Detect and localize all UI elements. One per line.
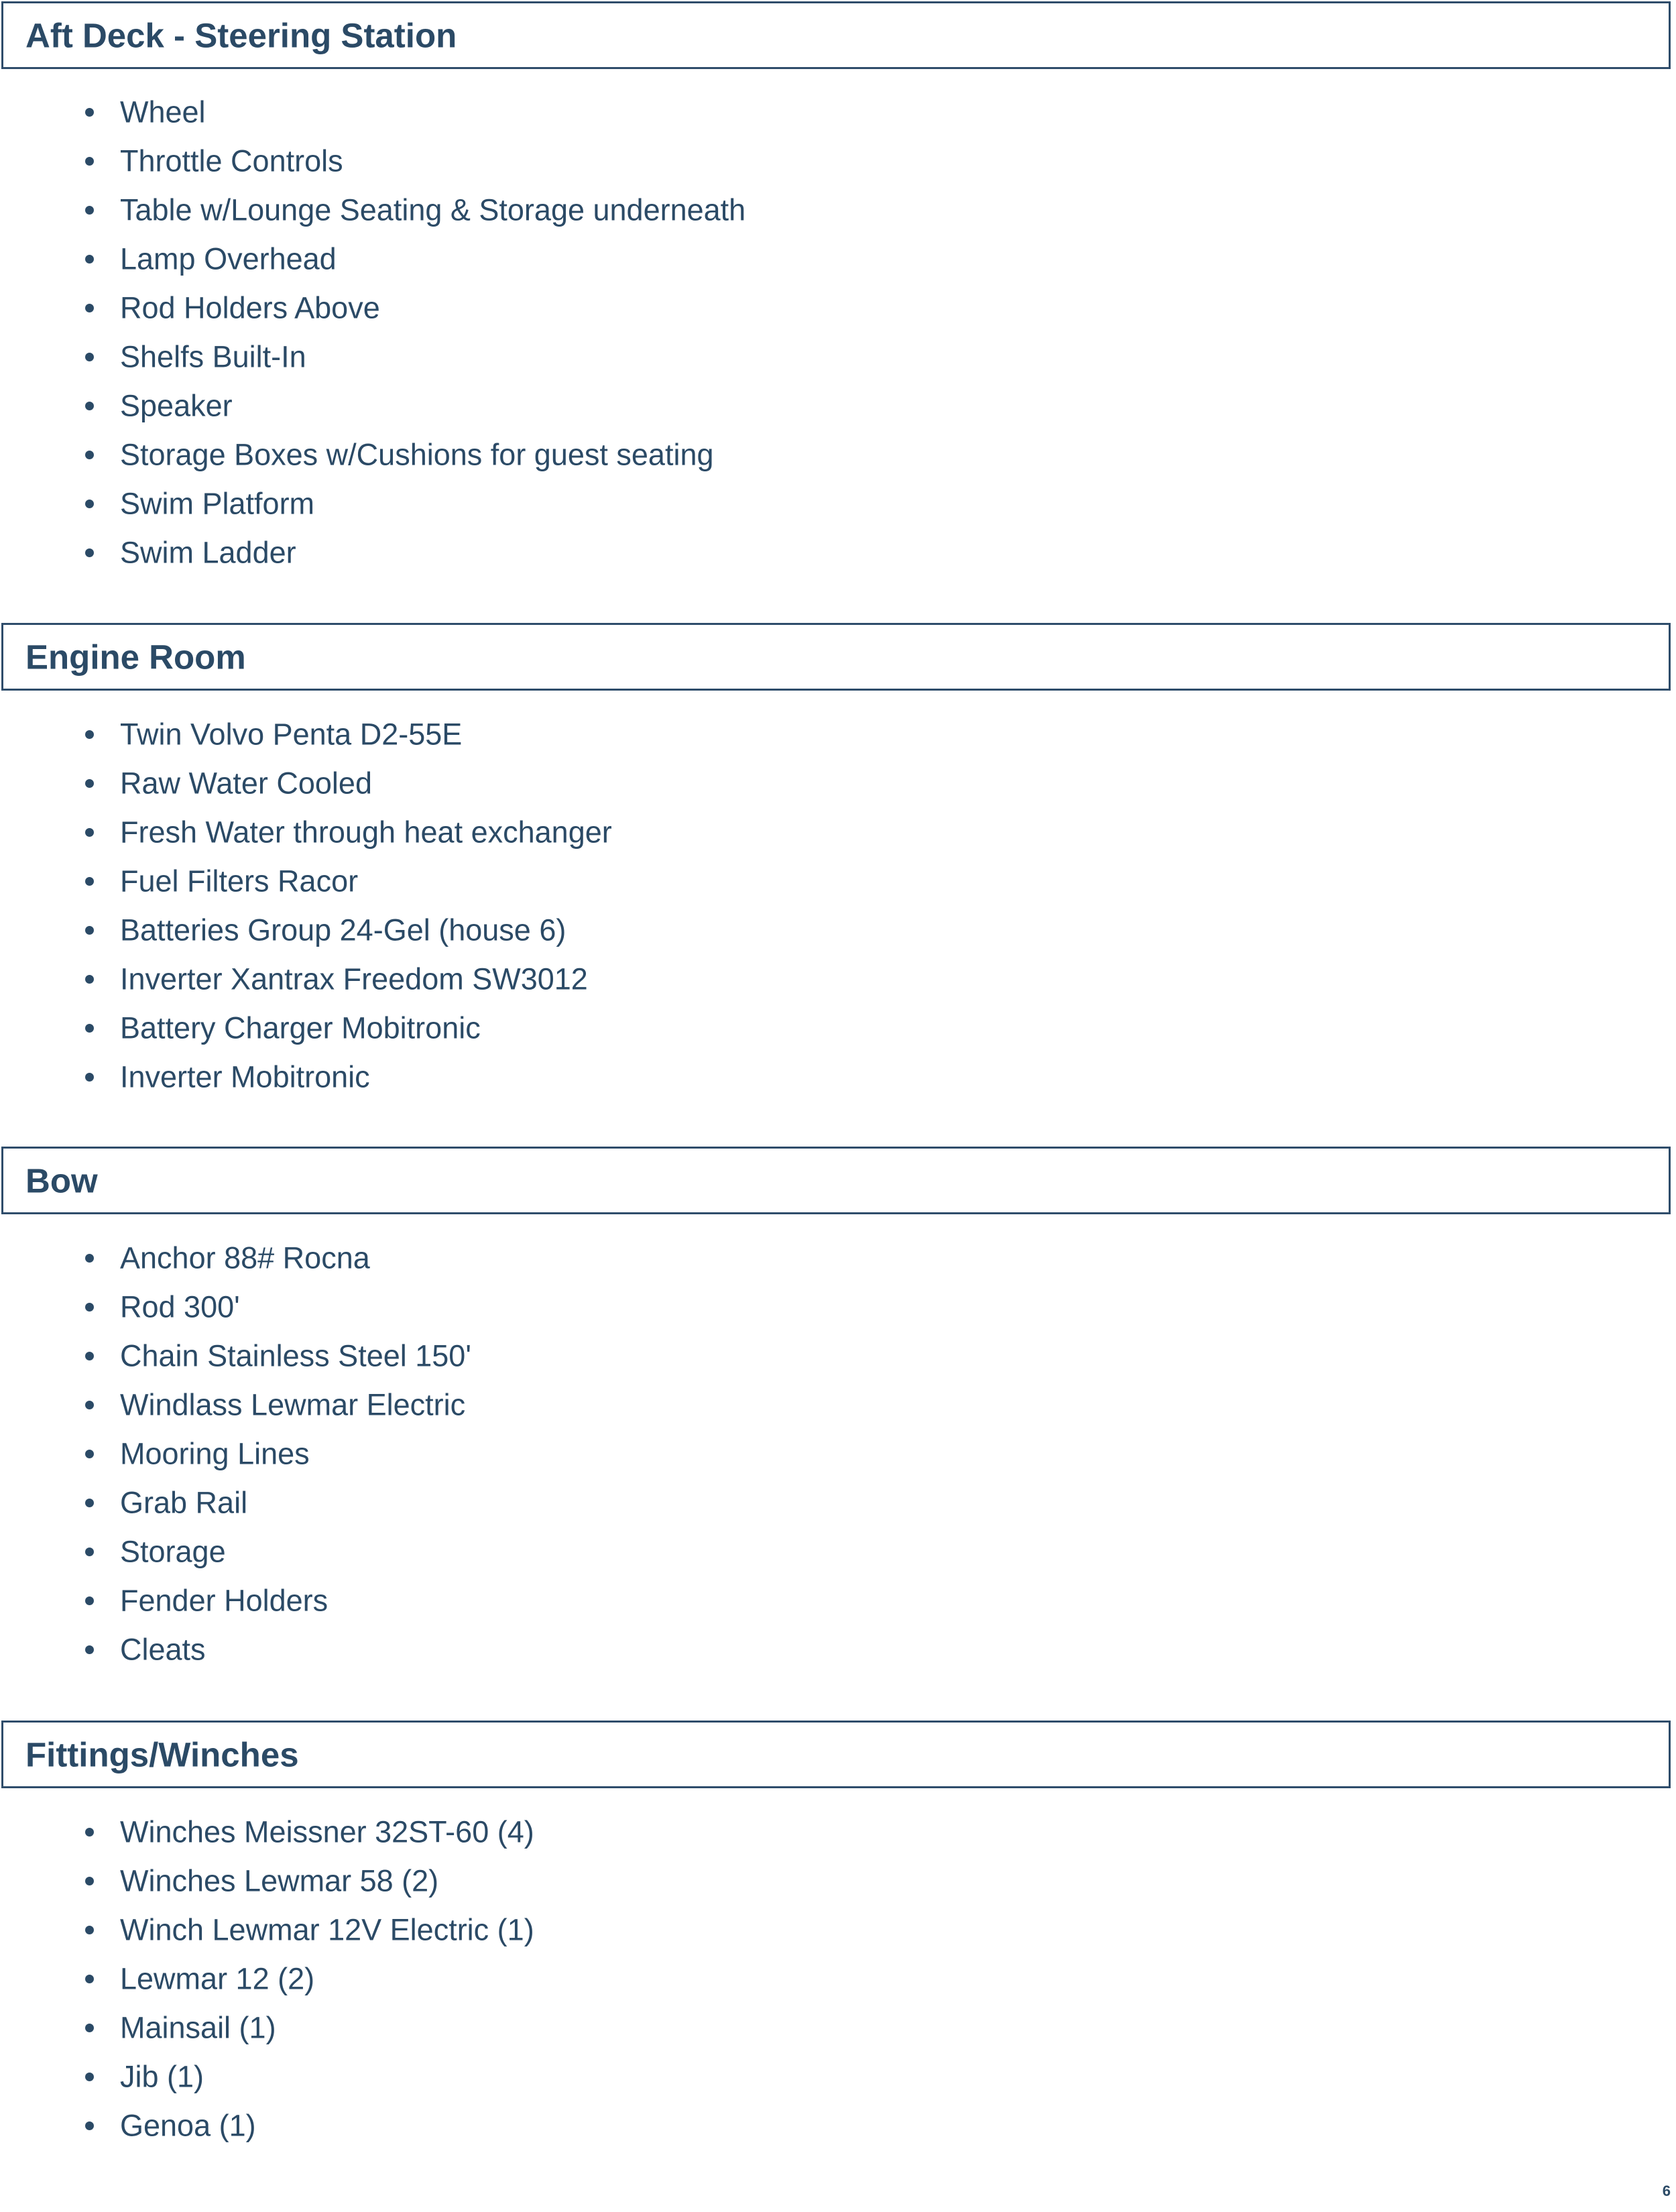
bullet-icon <box>85 402 94 410</box>
bullet-icon <box>85 1828 94 1837</box>
bullet-icon <box>85 1499 94 1507</box>
bullet-icon <box>85 353 94 361</box>
bullet-icon <box>85 206 94 215</box>
section-header <box>1 623 1671 691</box>
bullet-icon <box>85 1596 94 1605</box>
bullet-icon <box>85 451 94 459</box>
bullet-icon <box>85 877 94 886</box>
bullet-icon <box>85 2024 94 2032</box>
bullet-icon <box>85 1645 94 1654</box>
bullet-icon <box>85 1303 94 1312</box>
bullet-icon <box>85 828 94 837</box>
bullet-icon <box>85 730 94 739</box>
section-title: Aft Deck - Steering Station <box>25 16 457 54</box>
bullet-icon <box>85 1450 94 1458</box>
bullet-icon <box>85 255 94 264</box>
bullet-icon <box>85 500 94 508</box>
bullet-icon <box>85 1024 94 1033</box>
bullet-icon <box>85 157 94 166</box>
bullet-icon <box>85 779 94 788</box>
bullet-icon <box>85 2121 94 2130</box>
bullet-icon <box>85 1548 94 1556</box>
section-title: Bow <box>25 1161 98 1200</box>
bullet-icon <box>85 975 94 984</box>
bullet-icon <box>85 548 94 557</box>
bullet-icon <box>85 1401 94 1409</box>
bullet-icon <box>85 108 94 117</box>
section-header <box>1 1721 1671 1788</box>
section-title: Fittings/Winches <box>25 1735 299 1773</box>
section-header <box>1 1147 1671 1214</box>
bullet-icon <box>85 1975 94 1983</box>
bullet-icon <box>85 926 94 935</box>
bullet-icon <box>85 2073 94 2081</box>
section-title: Engine Room <box>25 638 246 676</box>
bullet-icon <box>85 1073 94 1082</box>
page-number: 6 <box>1662 2182 1671 2199</box>
bullet-icon <box>85 1254 94 1263</box>
bullet-icon <box>85 1352 94 1360</box>
bullet-icon <box>85 1877 94 1885</box>
bullet-icon <box>85 1926 94 1934</box>
bullet-icon <box>85 304 94 312</box>
section-header <box>1 1 1671 69</box>
